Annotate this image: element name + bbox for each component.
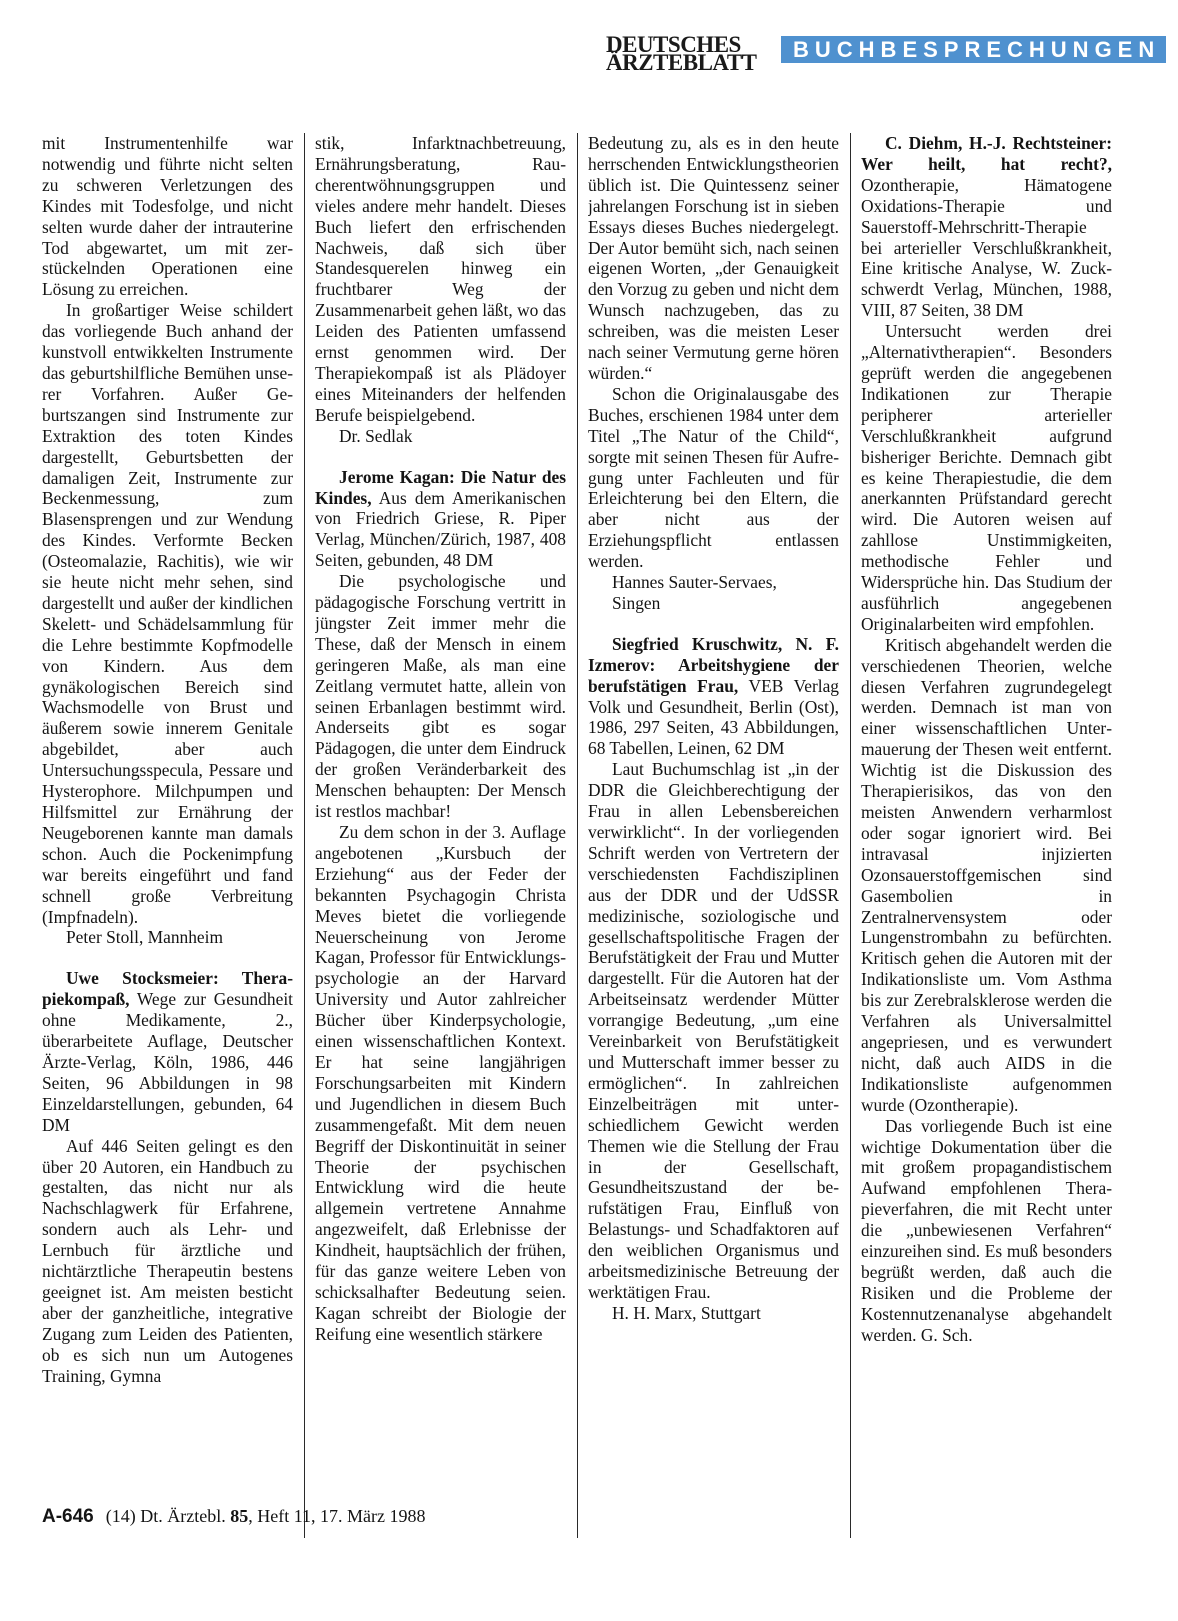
review-title: Jerome Kagan: Die Natur des Kindes, [315, 466, 566, 508]
column-3 [588, 133, 839, 1543]
page-footer [42, 1505, 426, 1528]
review-signature: H. H. Marx, Stuttgart [612, 1302, 761, 1323]
review-heading [315, 467, 566, 572]
review-heading [42, 968, 293, 1135]
paragraph: Die psychologische und pädagogische Forschung vertritt in jüngster Zeit immer mehr die These, daß der Mensch in einem geringeren Maße, als man eine Zeitlang vermutet hatte, allein von seinen Erbanlagen bestimmt wird. Anderseits gibt es sogar Pädagogen, die unter dem Eindruck der großen Veränderbarkeit des Menschen behaupten: Der Mensch ist restlos machbar! [315, 571, 566, 822]
review-bibliography: Wege zur Gesundheit ohne Medikamente, 2., überarbeitete Auflage, Deutscher Ärzte-Verlag, Köln, 1986, 446 Seiten, 96 Abbildungen in 98 Einzeldarstellungen, gebunden, 64 DM [42, 989, 293, 1135]
paragraph: Bedeutung zu, als es in den heute herrschenden Entwicklungstheorien üblich ist. Die Quintessenz seiner jahrelangen Forschung ist in sieben Essays dieses Buches niedergelegt. Der Autor bemüht sich, nach seinen eigenen Worten, „der Genauigkeit den Vorzug zu geben und nicht dem Wunsch nachzugeben, das zu schreiben, was die meisten Leser nach seiner Vermutung gerne hören würden.“ [588, 133, 839, 383]
citation-issue: , Heft 11, 17. März 1988 [248, 1506, 426, 1526]
journal-logo [606, 32, 776, 75]
column-1 [42, 133, 293, 1543]
column-2 [315, 133, 566, 1543]
page-number: A-646 [42, 1506, 94, 1527]
paragraph: In großartiger Weise schildert das vorliegende Buch anhand der kunstvoll entwikkelten Instrumente das geburtshilfliche Bemühen unserer Vorfahren. Außer Geburtszangen sind Instrumente zur Extraktion des toten Kindes dargestellt, Geburtsbetten der damaligen Zeit, Instrumente zur Beckenmessung, zum Blasensprengen und zur Wendung des Kindes. Verformte Becken (Osteomalazie, Rachitis), wie wir sie heute nicht mehr sehen, sind dargestellt und außer der kindlichen Skelett- und Schädelsammlung für die Lehre bestimmte Kopfmodelle von Kindern. Aus dem gynäkologischen Bereich sind Wachsmodelle von Brust und äußerem sowie innerem Genitale abgebildet, aber auch Untersuchungsspecula, Pessare und Hysterophore. Milchpumpen und Hilfsmittel zur Ernährung der Neugeborenen kannte man damals schon. Auch die Pockenimpfung war bereits eingeführt und fand schnell große Verbreitung (Impfnadeln). [42, 300, 293, 927]
paragraph: Zu dem schon in der 3. Auflage angebotenen „Kursbuch der Erziehung“ aus der Feder der bekannten Psychagogin Christa Meves bietet die vorliegende Neuerscheinung von Jerome Kagan, Professor für Entwicklungspsychologie an der Harvard University und Autor zahlreicher Bücher über Kinderpsychologie, einen wissenschaftlichen Kontext. Er hat seine langjährigen Forschungsarbeiten mit Kindern und Jugendlichen in diesem Buch zusammengefaßt. Mit dem neuen Begriff der Diskontinuität in seiner Theorie der psychischen Entwicklung wird die heute allgemein vertretene Annahme angezweifelt, daß Erlebnisse der Kindheit, hauptsächlich der frühen, für das ganze weitere Leben von schicksalhafter Bedeutung seien. Kagan schreibt der Biologie der Reifung eine wesentlich stärkere [315, 822, 566, 1344]
volume-number: 85 [230, 1506, 249, 1526]
review-bibliography: Ozontherapie, Hämatogene Oxidations-Therapie und Sauerstoff-Mehrschritt-Therapie bei arterieller Verschlußkrankheit, Eine kritische Analyse, W. Zuckschwerdt Verlag, München, 1988, VIII, 87 Seiten, 38 DM [861, 174, 1112, 321]
column-4 [861, 133, 1112, 1543]
review-title: Uwe Stocksmeier: Therapiekompaß, [42, 968, 293, 1010]
section-banner: BUCHBESPRECHUNGEN [781, 36, 1166, 63]
review-signature: Hannes Sauter-Servaes, [612, 572, 777, 593]
logo-line-2: ÄRZTEBLATT [606, 50, 757, 75]
review-heading [861, 133, 1112, 321]
logo-line-1: DEUTSCHES [606, 32, 741, 57]
review-title: C. Diehm, H.-J. Rechtsteiner: Wer heilt, hat recht?, [861, 133, 1112, 174]
paragraph: mit Instrumentenhilfe war notwendig und führte nicht selten zu schweren Verletzungen des Kindes mit Todesfolge, und nicht selten wurde daher der intrauterine Tod abgewartet, um mit zerstückelnden Operationen eine Lösung zu erreichen. [42, 133, 293, 300]
paragraph: Auf 446 Seiten gelingt es den über 20 Autoren, ein Handbuch zu gestalten, das nicht nur als Nachschlagwerk für Erfahrene, sondern auch als Lehr- und Lernbuch für ärztliche und nichtärztliche Therapeutin bestens geeignet ist. Am meisten besticht aber der ganzheitliche, integrative Zugang zum Leiden des Patienten, ob es sich nun um Autogenes Training, Gymna [42, 1135, 293, 1386]
paragraph: Kritisch abgehandelt werden die verschiedenen Theorien, welche diesen Verfahren zugrundegelegt werden. Demnach ist man von einer wissenschaftlichen Untermauerung der Thesen weit entfernt. Wichtig ist die Diskussion des Therapierisikos, das von den meisten Anwendern verharmlost oder sogar ignoriert wird. Bei intravasal injizierten Ozonsauerstoffgemischen sind Gasembolien in Zentralnervensystem oder Lungenstrombahn zu befürchten. Kritisch gehen die Autoren mit der Indikationsliste um. Vom Asthma bis zur Zerebralsklerose werden die Verfahren als Universalmittel angepriesen, und es verwundert nicht, daß auch AIDS in die Indikationsliste aufgenommen wurde (Ozontherapie). [861, 634, 1112, 1115]
review-bibliography: Aus dem Amerikanischen von Friedrich Griese, R. Piper Verlag, München/Zürich, 1987, 408 Seiten, gebunden, 48 DM [315, 487, 566, 571]
review-bibliography: VEB Verlag Volk und Gesundheit, Berlin (Ost), 1986, 297 Seiten, 43 Abbildungen, 68 Tabellen, Leinen, 62 DM [588, 675, 839, 759]
review-heading [588, 634, 839, 759]
paragraph: Schon die Originalausgabe des Buches, erschienen 1984 unter dem Titel „The Natur of the Child“, sorgte mit seinen Thesen für Aufregung unter Fachleuten und für Erleichterung bei den Eltern, die aber nicht aus der Erziehungspflicht entlassen werden. [588, 383, 839, 572]
column-rule [577, 133, 578, 1538]
review-title: Siegfried Kruschwitz, N. F. Izmerov: Arbeitshygiene der berufstätigen Frau, [588, 633, 839, 696]
citation-prefix: (14) Dt. Ärztebl. [105, 1506, 226, 1526]
paragraph: stik, Infarktnachbetreuung, Ernährungsberatung, Raucherentwöhnungsgruppen und vieles andere mehr handelt. Dieses Buch liefert den erfrischenden Nachweis, daß sich über Standesquerelen hinweg ein fruchtbarer Weg der Zusammenarbeit gehen läßt, wo das Leiden des Patienten umfassend ernst genommen wird. Der Therapiekompaß ist als Plädoyer eines Miteinanders der helfenden Berufe beispielgebend. [315, 133, 566, 425]
paragraph: Laut Buchumschlag ist „in der DDR die Gleichberechtigung der Frau in allen Lebensbereichen verwirklicht“. In der vorliegenden Schrift werden von Vertretern der verschiedensten Fachdisziplinen aus der DDR und der UdSSR medizinische, soziologische und gesellschaftspolitische Fragen der Berufstätigkeit der Frau und Mutter dargestellt. Für die Autoren hat der Arbeitseinsatz werdender Mütter vorrangige Bedeutung, „um eine Vereinbarkeit von Berufstätigkeit und Mutterschaft immer besser zu ermöglichen“. In zahlreichen Einzelbeiträgen mit unterschiedlichem Gewicht werden Themen wie die Stellung der Frau in der Gesellschaft, Gesundheitszustand der berufstätigen Frau, Einfluß von Belastungs- und Schadfaktoren auf den weiblichen Organismus und arbeitsmedizinische Betreuung der werktätigen Frau. [588, 759, 839, 1302]
review-signature: Dr. Sedlak [339, 425, 413, 446]
review-signature: Peter Stoll, Mannheim [66, 927, 223, 948]
paragraph: Das vorliegende Buch ist eine wichtige Dokumentation über die mit großem propagandistischem Aufwand empfohlenen Therapieverfahren, die mit Recht unter die „unbewiesenen Verfahren“ einzureihen sind. Es muß besonders begrüßt werden, daß auch die Risiken und die Probleme der Kostennutzenanalyse abgehandelt werden. G. Sch. [861, 1115, 1112, 1345]
column-rule [304, 133, 305, 1538]
review-signature-city: Singen [612, 592, 661, 613]
article-columns [42, 133, 1138, 1543]
paragraph: Untersucht werden drei „Alternativtherapien“. Besonders geprüft werden die angegebenen Indikationen zur Therapie peripherer arterieller Verschlußkrankheit aufgrund bisheriger Berichte. Demnach gibt es keine Therapiestudie, die dem anerkannten Prüfstandard gerecht wird. Die Autoren weisen auf zahllose Unstimmigkeiten, methodische Fehler und Widersprüche hin. Das Studium der ausführlich angegebenen Originalarbeiten wird empfohlen. [861, 321, 1112, 634]
column-rule [850, 133, 851, 1538]
